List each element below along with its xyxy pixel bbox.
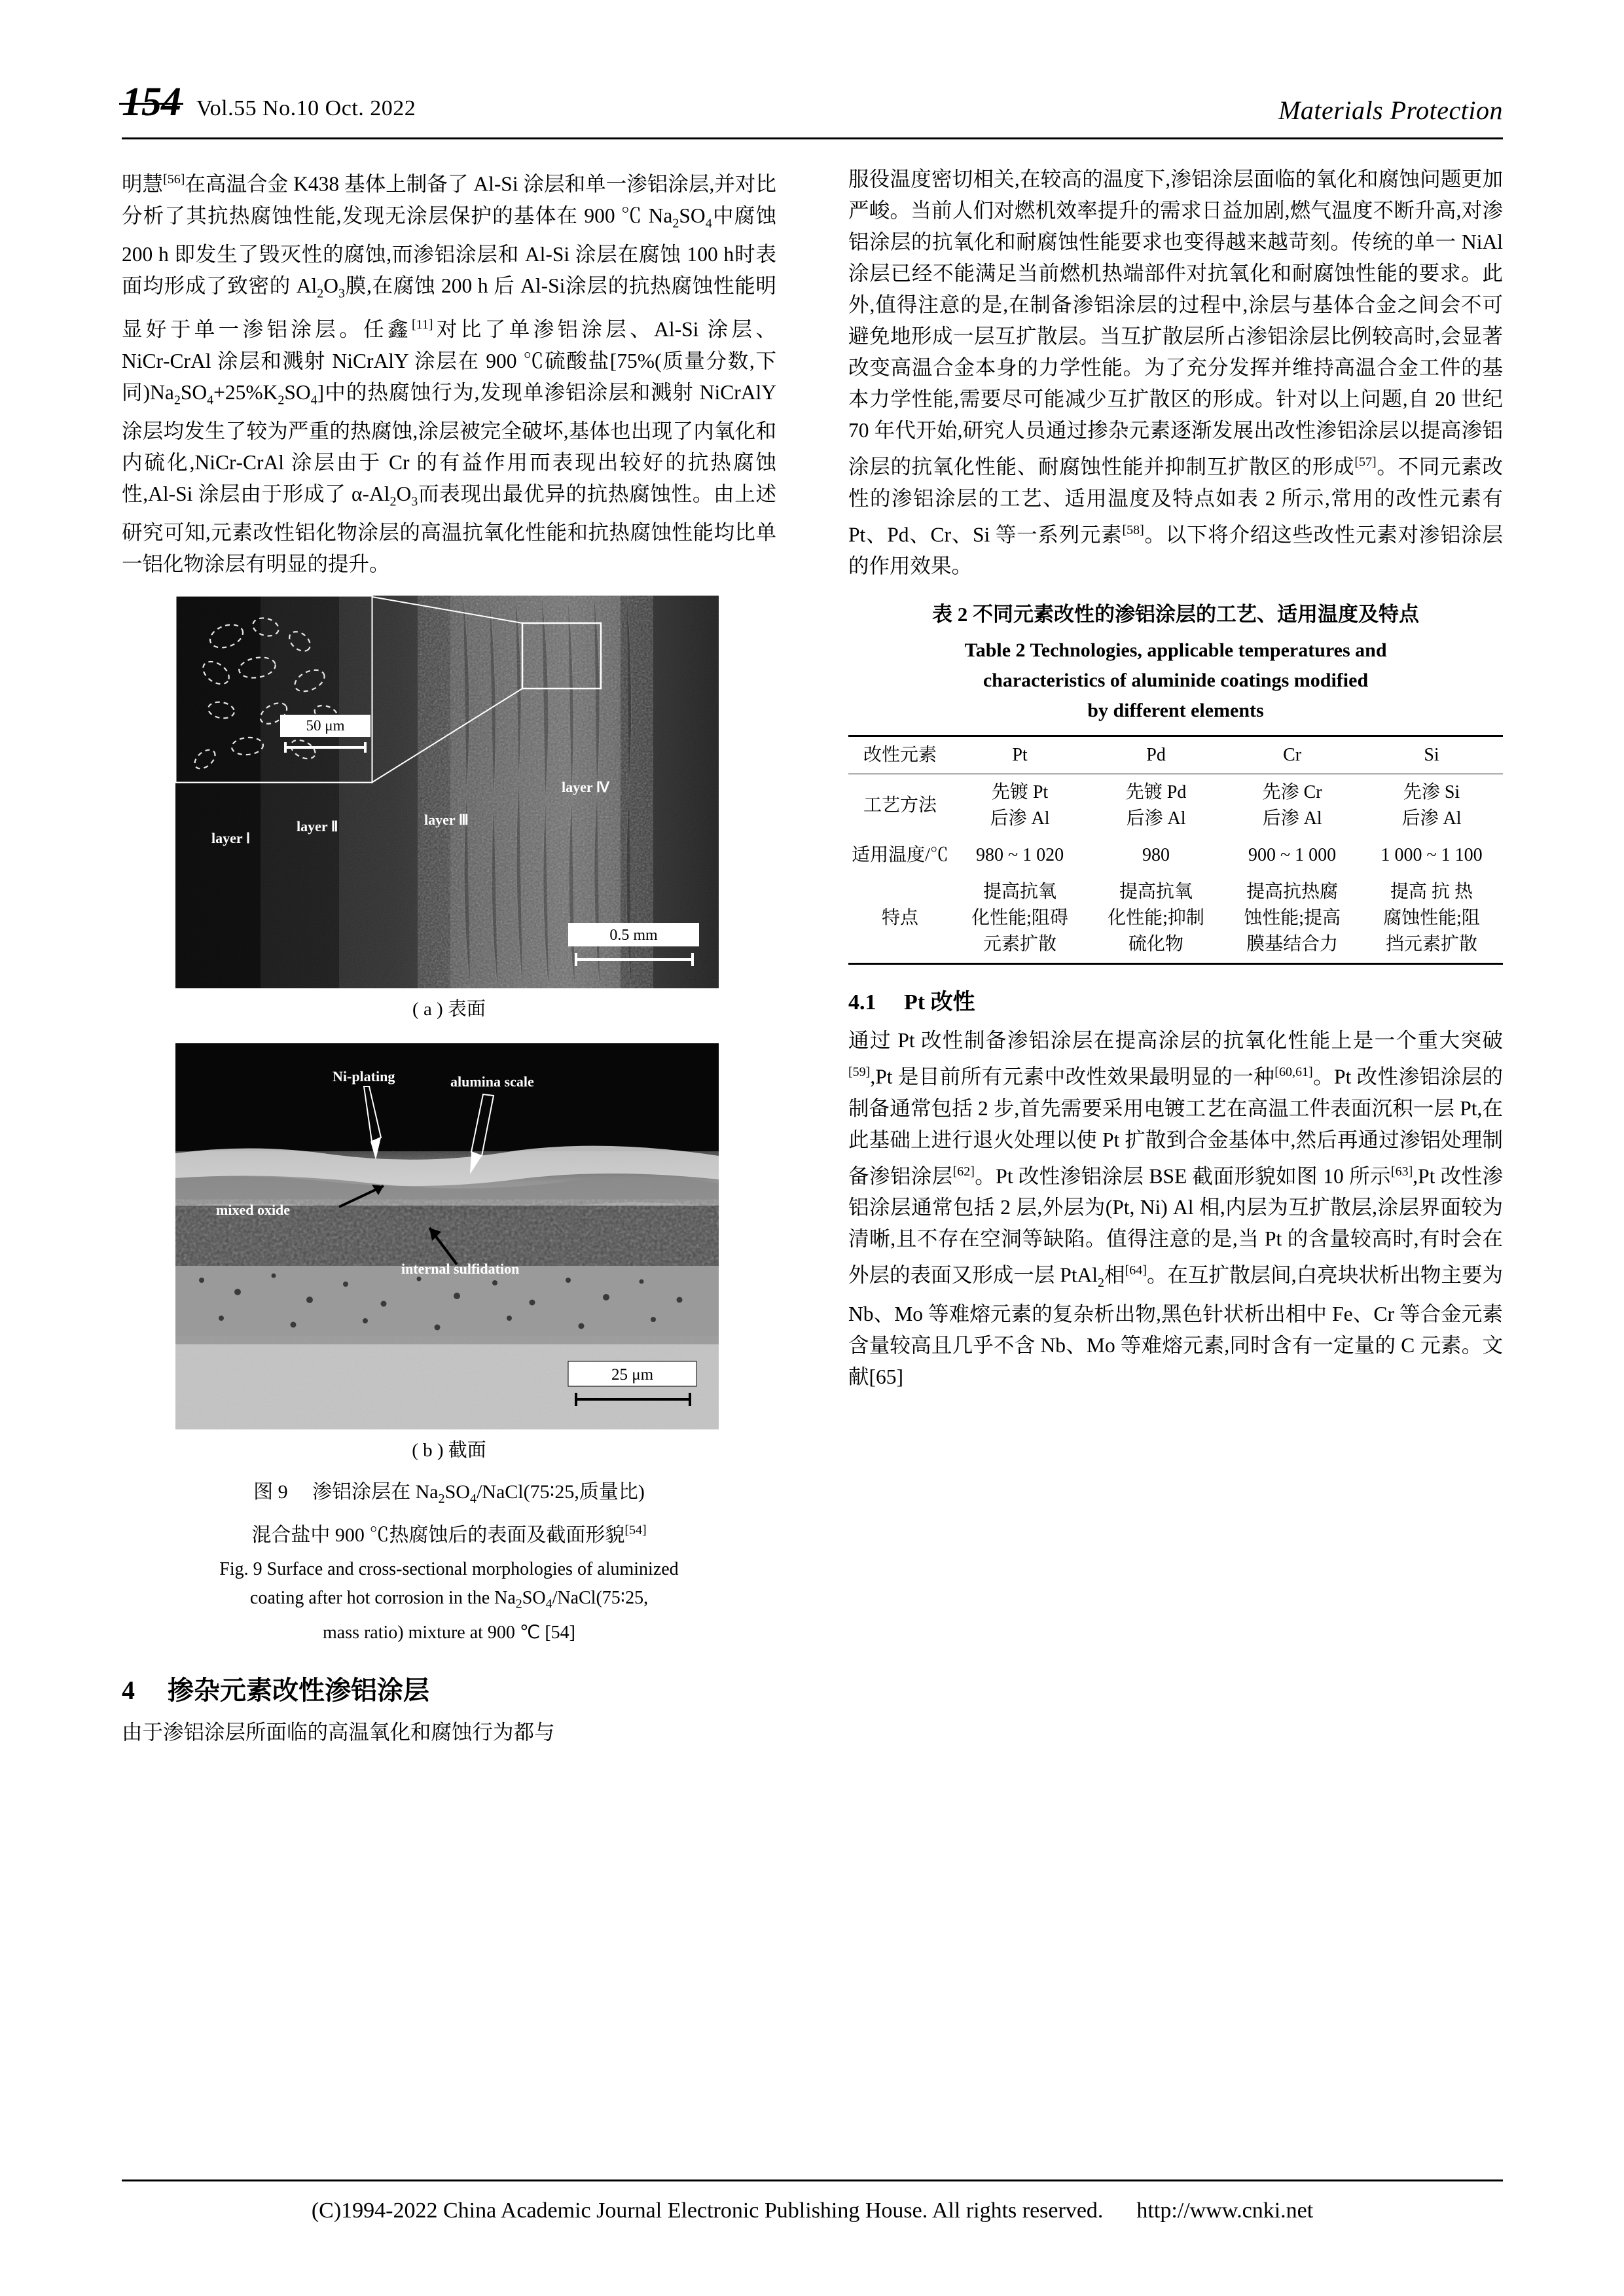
table-2-body <box>848 774 1503 964</box>
left-paragraph-2: 由于渗铝涂层所面临的高温氧化和腐蚀行为都与 <box>122 1720 555 1744</box>
left-column <box>122 164 776 1748</box>
label-internal-sulfidation: internal sulfidation <box>401 1261 520 1278</box>
figure-9-caption-cn-line1: 图 9 渗铝涂层在 $Na_2SO_4/NaCl(75∶25$,质量比) <box>253 1481 645 1507</box>
table-2-title-en-line3: by different elements <box>1087 700 1264 721</box>
journal-title: Materials Protection <box>1278 96 1503 125</box>
label-alumina-scale: alumina scale <box>450 1073 534 1090</box>
table-2-col-0: 改性元素 <box>863 745 937 765</box>
label-mixed-oxide: mixed oxide <box>216 1202 291 1219</box>
figure-9-caption-cn <box>122 1477 776 1551</box>
table-2-cell-0-1: 先镀 Pt 后渗 Al <box>990 782 1050 829</box>
table-2-cell-2-1: 提高抗氧 化性能;阻碍 元素扩散 <box>971 882 1068 954</box>
table-2-title-en-line2: characteristics of aluminide coatings modified <box>983 670 1369 691</box>
label-ni-plating: Ni‑plating <box>333 1068 395 1085</box>
right-paragraph-2: 通过 Pt 改性制备渗铝涂层在提高涂层的抗氧化性能上是一个重大突破[59],Pt 是目前所有元素中改性效果最明显的一种[60,61]。Pt 改性渗铝涂层的制备通常包括 2 步,首先需要采用电镀工艺在高温工件表面沉积一层 Pt,在此基础上进行退火处理以使 Pt 扩散到合金基体中,然后再通过渗铝处理制备渗铝涂层[62]。Pt 改性渗铝涂层 BSE 截面形貌如图 10 所示[63],Pt 改性渗铝涂层通常包括 2 层,外层为(Pt, Ni) Al 相,内层为互扩散层,涂层界面较为清晰,且不存在空洞等缺陷。值得注意的是,当 Pt 的含量较高时,有时会在外层的表面又形成一层 PtAl$_2$相[64]。在互扩散层间,白亮块状析出物主要为 Nb、Mo 等难熔元素的复杂析出物,黑色针状析出相中 Fe、Cr 等合金元素含量较高且几乎不含 Nb、Mo 等难熔元素,同时含有一定量的 C 元素。文献[65] <box>848 1029 1503 1388</box>
table-2-title-cn: 表 2 不同元素改性的渗铝涂层的工艺、适用温度及特点 <box>932 603 1419 626</box>
table-row <box>848 774 1503 838</box>
right-paragraph-1: 服役温度密切相关,在较高的温度下,渗铝涂层面临的氧化和腐蚀问题更加严峻。当前人们对燃机效率提升的需求日益加剧,燃气温度不断升高,对渗铝涂层的抗氧化和耐腐蚀性能要求也变得越来越苛刻。传统的单一 NiAl 涂层已经不能满足当前燃机热端部件对抗氧化和耐腐蚀性能的要求。此外,值得注意的是,在制备渗铝涂层的过程中,涂层与基体合金之间会不可避免地形成一层互扩散层。当互扩散层所占渗铝涂层比例较高时,会显著改变高温合金本身的力学性能。为了充分发挥并维持高温合金工件的基本力学性能,需要尽可能减少互扩散区的形成。针对以上问题,自 20 世纪 70 年代开始,研究人员通过掺杂元素逐渐发展出改性渗铝涂层以提高渗铝涂层的抗氧化性能、耐腐蚀性能并抑制互扩散区的形成[57]。不同元素改性的渗铝涂层的工艺、适用温度及特点如表 2 所示,常用的改性元素有 Pt、Pd、Cr、Si 等一系列元素[58]。以下将介绍这些改性元素对渗铝涂层的作用效果。 <box>848 168 1503 577</box>
figure-9-caption-en <box>122 1555 776 1647</box>
label-layer-2: layer Ⅱ <box>297 818 338 835</box>
figure-9a-image <box>175 596 719 988</box>
issue-info: Vol.55 No.10 Oct. 2022 <box>196 96 416 120</box>
header-left <box>122 79 416 137</box>
subsection-title: Pt 改性 <box>904 990 975 1014</box>
figure-9b-caption: ( b ) 截面 <box>412 1440 486 1462</box>
table-2-header-row <box>848 736 1503 774</box>
table-row <box>848 874 1503 964</box>
table-2-col-3: Cr <box>1283 745 1302 765</box>
table-2 <box>848 735 1503 965</box>
table-2-row-1-label: 适用温度/℃ <box>852 845 948 865</box>
label-layer-4: layer Ⅳ <box>562 779 610 796</box>
page-footer <box>122 2179 1503 2223</box>
page-number: 154 <box>122 80 181 124</box>
copyright-text: (C)1994-2022 China Academic Journal Electronic Publishing House. All rights reserved. <box>311 2198 1104 2223</box>
label-layer-1: layer Ⅰ <box>211 830 251 847</box>
section-number: 4 <box>122 1675 135 1705</box>
figure-9a-caption: ( a ) 表面 <box>412 999 486 1020</box>
table-2-title-en-line1: Table 2 Technologies, applicable temperatures and <box>964 639 1387 661</box>
figure-9b-image <box>175 1043 719 1429</box>
table-2-title-en <box>848 636 1503 726</box>
table-2-cell-1-1: 980 ~ 1 020 <box>975 845 1064 865</box>
section-title: 掺杂元素改性渗铝涂层 <box>168 1675 429 1705</box>
table-2-cell-1-2: 980 <box>1142 845 1170 865</box>
table-2-col-1: Pt <box>1012 745 1028 765</box>
table-2-row-0-label: 工艺方法 <box>863 795 937 816</box>
right-column <box>848 164 1503 1393</box>
table-2-cell-2-3: 提高抗热腐 蚀性能;提高 膜基结合力 <box>1244 882 1341 954</box>
subsection-number: 4.1 <box>848 990 876 1014</box>
table-2-cell-1-4: 1 000 ~ 1 100 <box>1380 845 1483 865</box>
table-row <box>848 837 1503 874</box>
table-2-col-2: Pd <box>1146 745 1166 765</box>
table-2-cell-2-2: 提高抗氧 化性能;抑制 硫化物 <box>1108 882 1204 954</box>
scalebar-b-label: 25 μm <box>611 1366 654 1384</box>
scalebar-main-label: 0.5 mm <box>609 927 658 944</box>
left-paragraph-1: 明慧[56]在高温合金 K438 基体上制备了 Al‑Si 涂层和单一渗铝涂层,并对比分析了其抗热腐蚀性能,发现无涂层保护的基体在 900 ℃ $Na_2SO_4$中腐蚀 200 h 即发生了毁灭性的腐蚀,而渗铝涂层和 Al‑Si 涂层在腐蚀 100 h时表面均形成了致密的 $Al_2O_3$膜,在腐蚀 200 h 后 Al‑Si涂层的抗热腐蚀性能明显好于单一渗铝涂层。任鑫[11]对比了单渗铝涂层、Al‑Si 涂层、NiCr‑CrAl 涂层和溅射 NiCrAlY 涂层在 900 ℃硫酸盐[75%(质量分数,下同)$Na_2SO_4+25\%K_2SO_4$]中的热腐蚀行为,发现单渗铝涂层和溅射 NiCrAlY 涂层均发生了较为严重的热腐蚀,涂层被完全破坏,基体也出现了内氧化和内硫化,NiCr‑CrAl 涂层由于 Cr 的有益作用而表现出较好的抗热腐蚀性,Al‑Si 涂层由于形成了 $\alpha‑Al_2O_3$而表现出最优异的抗热腐蚀性。由上述研究可知,元素改性铝化物涂层的高温抗氧化性能和抗热腐蚀性能均比单一铝化物涂层有明显的提升。 <box>122 172 776 576</box>
figure-9 <box>122 596 776 1647</box>
table-2-cell-1-3: 900 ~ 1 000 <box>1248 845 1337 865</box>
section-heading-4 <box>122 1675 776 1706</box>
table-2-cell-2-4: 提高 抗 热 腐蚀性能;阻 挡元素扩散 <box>1383 882 1480 954</box>
scalebar-inset-label: 50 μm <box>306 717 345 734</box>
table-2-cell-0-3: 先渗 Cr 后渗 Al <box>1262 782 1322 829</box>
publisher-url[interactable]: http://www.cnki.net <box>1136 2198 1314 2223</box>
figure-9-caption-en-line1: Fig. 9 Surface and cross‑sectional morphologies of aluminized <box>219 1559 679 1580</box>
figure-9-caption-en-line2: coating after hot corrosion in the $Na_2SO_4/NaCl(75∶25$, <box>249 1588 649 1611</box>
table-2-cell-0-2: 先镀 Pd 后渗 Al <box>1125 782 1187 829</box>
table-2-row-2-label: 特点 <box>881 908 918 928</box>
page-header <box>122 65 1503 139</box>
table-2-col-4: Si <box>1424 745 1439 765</box>
figure-9-caption-en-line3: mass ratio) mixture at 900 ℃ [54] <box>322 1622 576 1643</box>
subsection-heading-4-1 <box>848 987 1503 1018</box>
label-layer-3: layer Ⅲ <box>424 812 469 829</box>
table-2-header <box>848 736 1503 774</box>
micrograph-cross-section-svg <box>175 1043 719 1429</box>
table-2-cell-0-4: 先渗 Si 后渗 Al <box>1401 782 1462 829</box>
figure-9-caption-cn-line2: 混合盐中 900 ℃热腐蚀后的表面及截面形貌[54] <box>251 1523 647 1547</box>
micrograph-surface-svg <box>175 596 719 988</box>
